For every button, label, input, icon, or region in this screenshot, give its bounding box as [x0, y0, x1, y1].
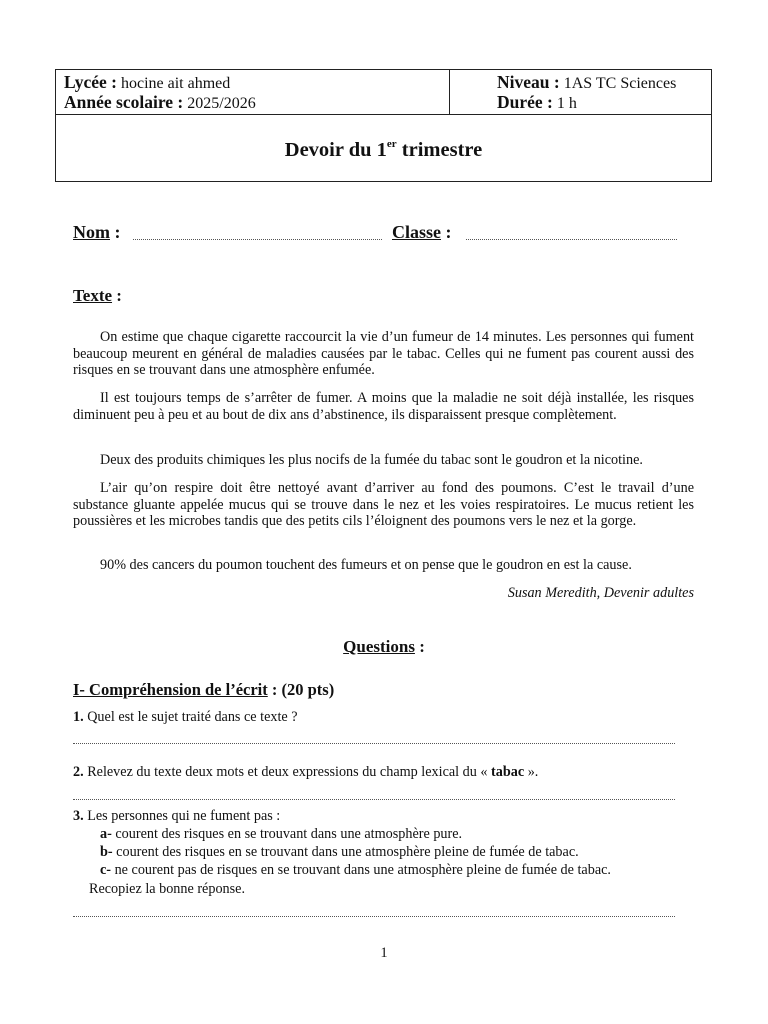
question-1	[73, 709, 298, 726]
paragraph-3	[73, 452, 694, 469]
section-points: : (20 pts)	[267, 680, 335, 699]
option-a	[100, 826, 462, 843]
paragraph-2	[73, 390, 694, 423]
page-title	[56, 138, 711, 162]
option-b	[100, 844, 579, 861]
paragraph-4	[73, 480, 694, 530]
header-divider	[449, 70, 450, 114]
duree-line	[497, 92, 577, 113]
questions-label: Questions	[343, 637, 415, 656]
page-number: 1	[380, 945, 388, 961]
option-text: courent des risques en se trouvant dans une atmosphère pleine de fumée de tabac.	[112, 844, 579, 860]
classe-answer-line[interactable]	[466, 239, 677, 240]
paragraph-text: On estime que chaque cigarette raccourcit la vie d’un fumeur de 14 minutes. Les personnes qui fument beaucoup meurent en général de maladies causées par le tabac. Celles qui ne fument pas courent aussi des risques en se trouvant dans une atmosphère enfumée.	[73, 329, 694, 378]
nom-label: Nom	[73, 222, 110, 242]
option-c	[100, 862, 611, 879]
answer-line-1[interactable]	[73, 743, 675, 744]
paragraph-text: Il est toujours temps de s’arrêter de fumer. A moins que la maladie ne soit déjà installée, les risques diminuent peu à peu et au bout de dix ans d’abstinence, ils disparaissent presque complètement.	[73, 390, 694, 423]
paragraph-text: L’air qu’on respire doit être nettoyé avant d’arriver au fond des poumons. C’est le travail d’une substance gluante appelée mucus qui se trouve dans le nez et les voies respiratoires. Le mucus retient les poussières et les microbes tandis que des petits cils l’éloignent des poumons vers le nez et la gorge.	[73, 480, 694, 529]
annee-label: Année scolaire :	[64, 92, 184, 112]
texte-heading	[73, 286, 122, 306]
text-source: Susan Meredith, Devenir adultes	[507, 585, 694, 601]
question-number: 2.	[73, 764, 84, 780]
questions-colon: :	[414, 637, 425, 656]
nom-colon: :	[110, 222, 121, 242]
question-number: 1.	[73, 709, 84, 725]
classe-colon: :	[441, 222, 452, 242]
header-info-row	[56, 70, 711, 115]
option-label: a-	[100, 826, 112, 842]
section-heading	[73, 680, 334, 700]
question-text: Relevez du texte deux mots et deux expressions du champ lexical du «	[83, 764, 492, 780]
paragraph-text: Deux des produits chimiques les plus nocifs de la fumée du tabac sont le goudron et la nicotine.	[100, 452, 643, 468]
paragraph-text: 90% des cancers du poumon touchent des fumeurs et on pense que le goudron en est la cause.	[100, 557, 632, 573]
question-3	[73, 808, 280, 825]
question-keyword: tabac	[491, 764, 525, 780]
section-title: I- Compréhension de l’écrit	[73, 680, 268, 699]
header-box	[55, 69, 712, 182]
option-text: ne courent pas de risques en se trouvant dans une atmosphère pleine de fumée de tabac.	[111, 862, 611, 878]
question-text: Quel est le sujet traité dans ce texte ?	[83, 709, 298, 725]
duree-value: 1 h	[556, 95, 577, 112]
option-text: courent des risques en se trouvant dans une atmosphère pure.	[111, 826, 463, 842]
paragraph-5	[73, 557, 694, 574]
texte-label: Texte	[73, 286, 113, 305]
questions-heading	[0, 637, 768, 657]
texte-colon: :	[112, 286, 122, 305]
question-text: Les personnes qui ne fument pas :	[83, 808, 281, 824]
niveau-label: Niveau :	[497, 72, 560, 92]
answer-line-3[interactable]	[73, 916, 675, 917]
answer-line-2[interactable]	[73, 799, 675, 800]
question-2	[73, 764, 538, 781]
option-label: b-	[100, 844, 113, 860]
annee-line	[64, 92, 256, 113]
lycee-line	[64, 72, 230, 93]
niveau-line	[497, 72, 676, 93]
niveau-value: 1AS TC Sciences	[563, 75, 677, 92]
paragraph-1	[73, 329, 694, 379]
nom-answer-line[interactable]	[133, 239, 382, 240]
question-text-end: ».	[524, 764, 539, 780]
nom-field	[73, 222, 121, 243]
option-label: c-	[100, 862, 112, 878]
lycee-value: hocine ait ahmed	[120, 75, 231, 92]
annee-value: 2025/2026	[187, 95, 256, 112]
question-3-instruction: Recopiez la bonne réponse.	[89, 881, 246, 897]
title-superscript: er	[386, 138, 397, 150]
duree-label: Durée :	[497, 92, 553, 112]
classe-field	[392, 222, 452, 243]
question-number: 3.	[73, 808, 84, 824]
lycee-label: Lycée :	[64, 72, 117, 92]
title-main: Devoir du 1	[284, 139, 387, 161]
title-rest: trimestre	[396, 139, 483, 161]
classe-label: Classe	[392, 222, 441, 242]
